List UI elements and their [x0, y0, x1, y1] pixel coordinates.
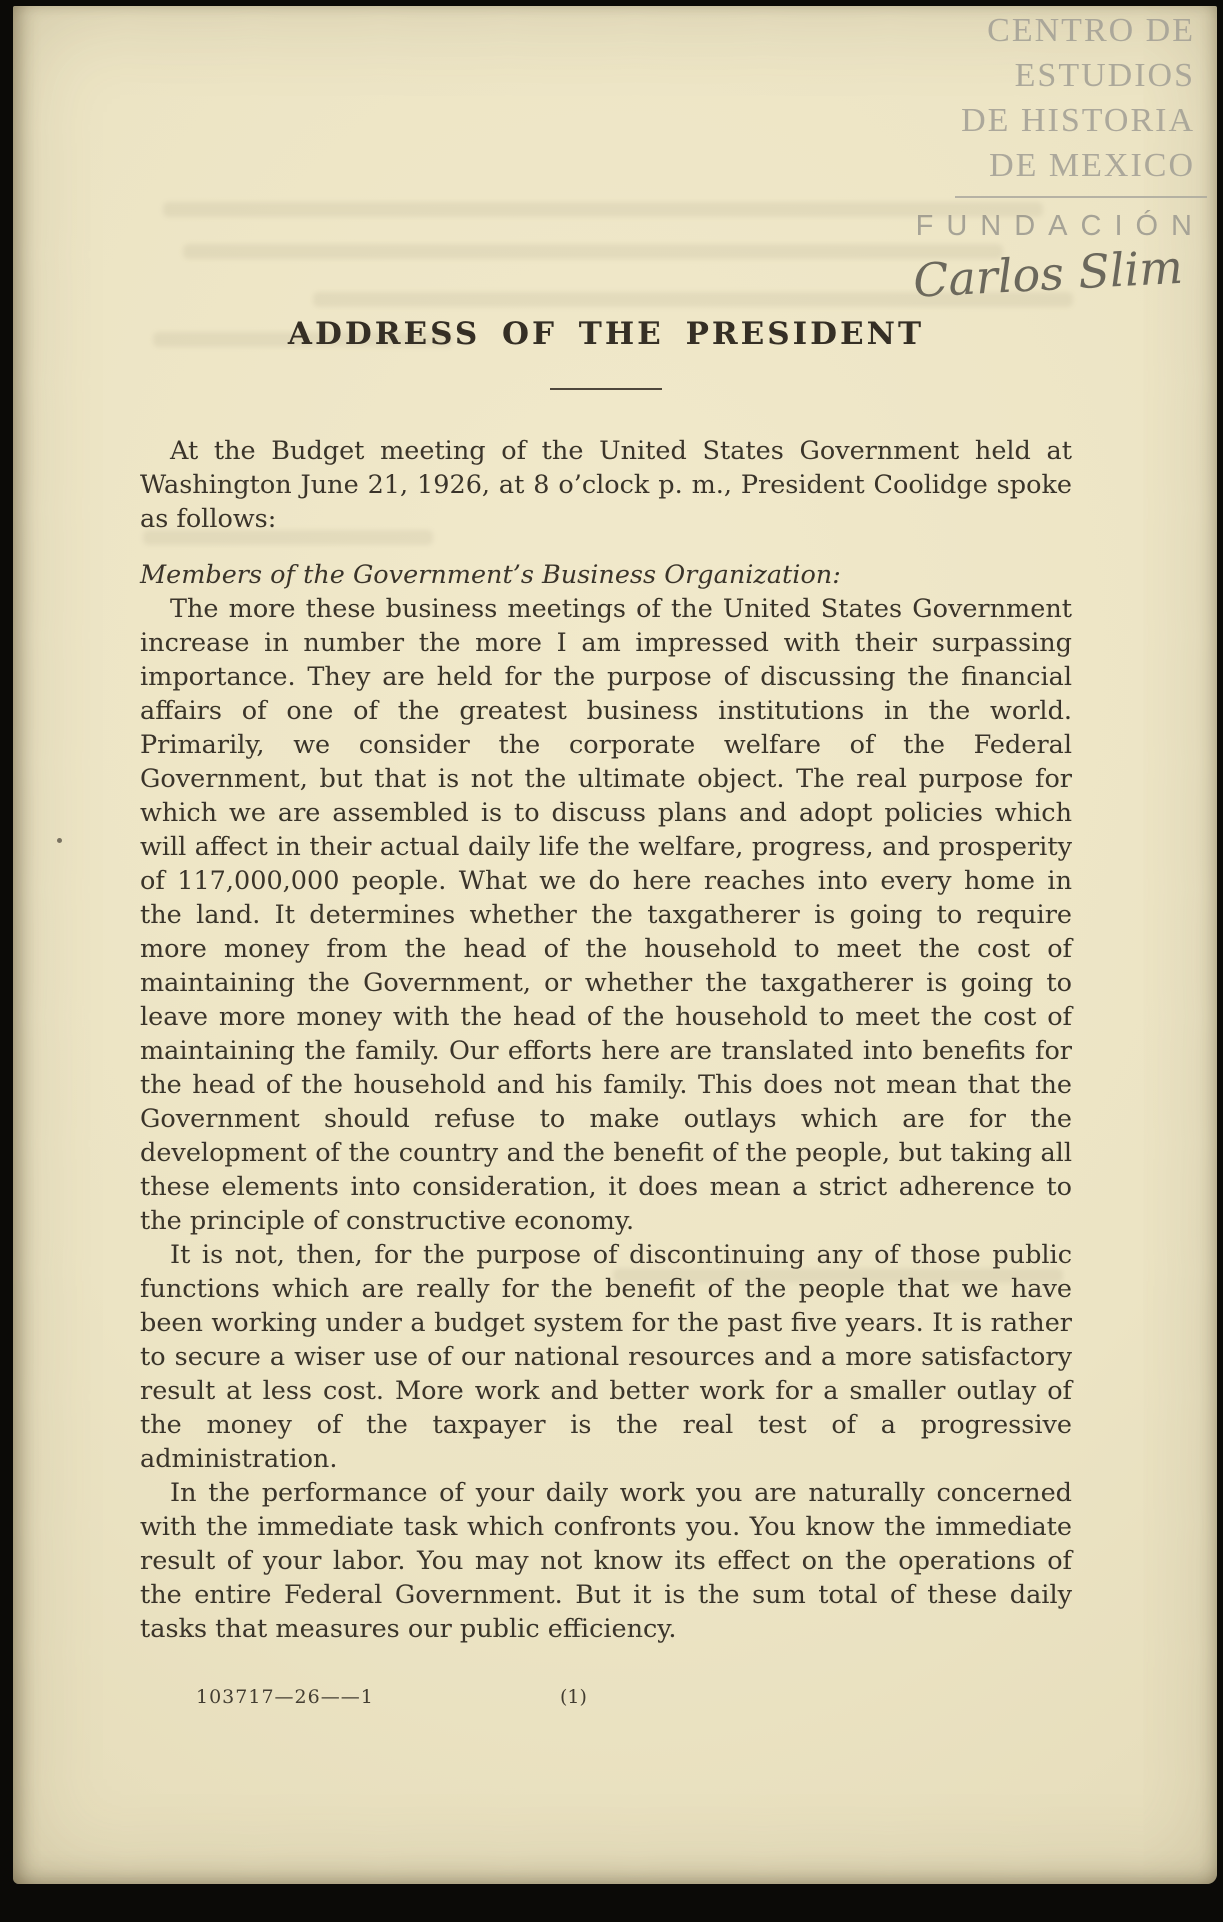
watermark-line: CENTRO DE [987, 12, 1195, 49]
watermark-foundation: FUNDACIÓN [915, 210, 1205, 242]
print-code: 103717—26——1 [196, 1686, 374, 1708]
watermark-line: DE MEXICO [989, 147, 1195, 184]
paper-sheet [13, 6, 1217, 1884]
salutation-line: Members of the Government’s Business Organization: [140, 560, 841, 590]
body-paragraph-3: In the performance of your daily work you are naturally concerned with the immediate task which confronts you. You know the immediate result of your labor. You may not know its effect on the operations of the entire Federal Government. But it is the sum total of these daily tasks that measures our public efficiency. [140, 1478, 1072, 1644]
ink-speck [57, 838, 62, 843]
page-title: ADDRESS OF THE PRESIDENT [287, 316, 925, 352]
page-number: (1) [560, 1686, 587, 1708]
intro-paragraph: At the Budget meeting of the United States Government held at Washington June 21, 1926, at 8 o’clock p. m., President Coolidge spoke as follows: [140, 436, 1072, 534]
watermark-signature: Carlos Slim [911, 239, 1185, 308]
page-content [140, 6, 1072, 1646]
body-paragraph-2: It is not, then, for the purpose of discontinuing any of those public functions which are really for the benefit of the people that we have been working under a budget system for the past five years. It is rather to secure a wiser use of our national resources and a more satisfactory result at less cost. More work and better work for a smaller outlay of the money of the taxpayer is the real test of a progressive administration. [140, 1240, 1072, 1474]
title-divider [550, 388, 662, 390]
page-footer [140, 1686, 1072, 1708]
body-paragraph-1: The more these business meetings of the United States Government increase in number the more I am impressed with their surpassing importance. They are held for the purpose of discussing the financial affairs of one of the greatest business institutions in the world. Primarily, we consider the corporate welfare of the Federal Government, but that is not the ultimate object. The real purpose for which we are assembled is to discuss plans and adopt policies which will affect in their actual daily life the welfare, progress, and prosperity of 117,000,000 people. What we do here reaches into every home in the land. It determines whether the taxgatherer is going to require more money from the head of the household to meet the cost of maintaining the Government, or whether the taxgatherer is going to leave more money with the head of the household to meet the cost of maintaining the family. Our efforts here are translated into benefits for the head of the household and his family. This does not mean that the Government should refuse to make outlays which are for the development of the country and the benefit of the people, but taking all these elements into consideration, it does mean a strict adherence to the principle of constructive economy. [140, 594, 1072, 1236]
watermark-line: DE HISTORIA [961, 102, 1195, 139]
watermark-line: ESTUDIOS [1014, 57, 1195, 94]
